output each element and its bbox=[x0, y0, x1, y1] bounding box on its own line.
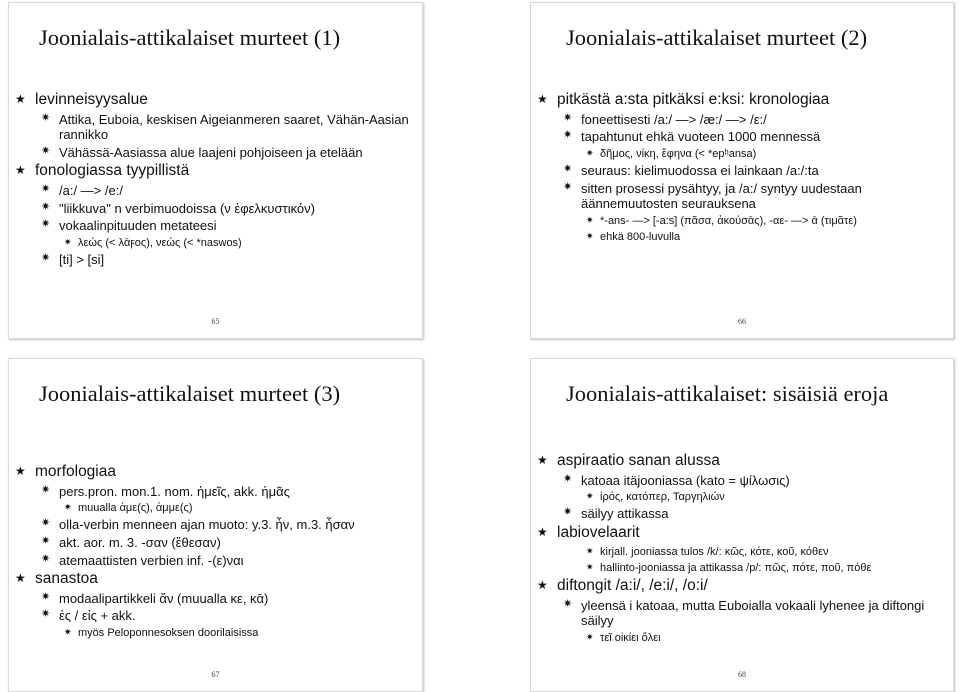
bullet-item-level-3 bbox=[64, 237, 422, 250]
bullet-text: tapahtunut ehkä vuoteen 1000 mennessä bbox=[581, 129, 821, 145]
bullet-item-level-3 bbox=[586, 562, 953, 575]
bullet-item-level-2 bbox=[563, 598, 953, 629]
bullet-text: λεώς (< λᾱϝος), νεώς (< *naswos) bbox=[78, 236, 242, 249]
asterisk-bullet-icon: ✷ bbox=[41, 608, 51, 621]
bullet-text: katoaa itäjooniassa (kato = ψίλωσις) bbox=[581, 472, 790, 488]
star-bullet-icon: ★ bbox=[537, 577, 548, 592]
asterisk-bullet-icon: ✷ bbox=[563, 597, 573, 610]
asterisk-bullet-icon: ✷ bbox=[586, 545, 594, 556]
asterisk-bullet-icon: ✷ bbox=[563, 506, 573, 519]
bullet-item-level-1 bbox=[15, 91, 422, 110]
bullet-text: kirjall. jooniassa tulos /k/: κῶς, κότε, κοῦ, κόθεν bbox=[600, 545, 829, 558]
bullet-text: /a:/ —> /e:/ bbox=[59, 182, 123, 198]
bullet-item-level-2 bbox=[563, 129, 953, 145]
slide-4 bbox=[530, 358, 954, 692]
bullet-text: ehkä 800-luvulla bbox=[600, 230, 681, 243]
bullet-item-level-2 bbox=[41, 218, 422, 234]
asterisk-bullet-icon: ✷ bbox=[586, 491, 594, 502]
asterisk-bullet-icon: ✷ bbox=[586, 561, 594, 572]
bullet-text: sitten prosessi pysähtyy, ja /a:/ syntyy uudestaan äännemuutosten seurauksena bbox=[581, 180, 862, 212]
bullet-item-level-3 bbox=[64, 502, 422, 515]
bullet-item-level-2 bbox=[41, 517, 422, 533]
bullet-item-level-2 bbox=[41, 145, 422, 161]
bullet-text: modaalipartikkeli ἄν (muualla κε, κᾱ) bbox=[59, 590, 269, 606]
asterisk-bullet-icon: ✷ bbox=[586, 147, 594, 158]
asterisk-bullet-icon: ✷ bbox=[41, 483, 51, 496]
bullet-text: myös Peloponnesoksen doorilaisissa bbox=[78, 626, 259, 639]
page-number: 67 bbox=[211, 670, 220, 679]
asterisk-bullet-icon: ✷ bbox=[563, 162, 573, 175]
slide-body bbox=[9, 89, 422, 268]
asterisk-bullet-icon: ✷ bbox=[586, 214, 594, 225]
bullet-text: akt. aor. m. 3. -σαν (ἔθεσαν) bbox=[59, 534, 221, 550]
asterisk-bullet-icon: ✷ bbox=[41, 534, 51, 547]
bullet-item-level-1 bbox=[537, 577, 953, 596]
bullet-item-level-1 bbox=[15, 162, 422, 181]
bullet-text: Vähässä-Aasiassa alue laajeni pohjoiseen ja etelään bbox=[59, 144, 363, 160]
star-bullet-icon: ★ bbox=[15, 163, 26, 178]
page-number: 65 bbox=[211, 317, 220, 326]
slide-body bbox=[531, 89, 953, 244]
slide-body bbox=[531, 450, 953, 645]
bullet-item-level-3 bbox=[586, 546, 953, 559]
bullet-text: sanastoa bbox=[35, 570, 98, 588]
bullet-item-level-3 bbox=[586, 231, 953, 244]
asterisk-bullet-icon: ✷ bbox=[563, 472, 573, 485]
asterisk-bullet-icon: ✷ bbox=[41, 200, 51, 213]
asterisk-bullet-icon: ✷ bbox=[64, 236, 72, 247]
bullet-item-level-2 bbox=[563, 473, 953, 489]
star-bullet-icon: ★ bbox=[15, 464, 26, 478]
slide-title: Joonialais-attikalaiset murteet (3) bbox=[39, 381, 341, 406]
bullet-text: aspiraatio sanan alussa bbox=[557, 452, 720, 469]
bullet-text: pitkästä a:sta pitkäksi e:ksi: kronologiaa bbox=[557, 91, 830, 108]
slide-title: Joonialais-attikalaiset murteet (1) bbox=[39, 25, 341, 50]
asterisk-bullet-icon: ✷ bbox=[586, 230, 594, 241]
asterisk-bullet-icon: ✷ bbox=[586, 631, 594, 642]
bullet-item-level-2 bbox=[41, 183, 422, 199]
bullet-item-level-1 bbox=[15, 570, 422, 589]
bullet-item-level-2 bbox=[563, 181, 953, 212]
bullet-text: vokaalinpituuden metateesi bbox=[59, 218, 217, 234]
asterisk-bullet-icon: ✷ bbox=[64, 502, 72, 513]
asterisk-bullet-icon: ✷ bbox=[41, 182, 51, 195]
star-bullet-icon: ★ bbox=[537, 524, 548, 539]
page-number: 66 bbox=[738, 317, 746, 326]
bullet-text: ἰρός, κατόπερ, Ταργηλιών bbox=[600, 491, 725, 504]
slide-3 bbox=[8, 358, 423, 692]
asterisk-bullet-icon: ✷ bbox=[41, 517, 51, 530]
bullet-text: labiovelaarit bbox=[557, 523, 640, 541]
bullet-text: yleensä i katoaa, mutta Euboialla vokaali lyhenee ja diftongi säilyy bbox=[581, 597, 925, 629]
asterisk-bullet-icon: ✷ bbox=[41, 552, 51, 565]
bullet-item-level-3 bbox=[586, 215, 953, 228]
asterisk-bullet-icon: ✷ bbox=[64, 626, 72, 637]
asterisk-bullet-icon: ✷ bbox=[563, 180, 573, 193]
star-bullet-icon: ★ bbox=[537, 92, 548, 106]
bullet-item-level-2 bbox=[563, 163, 953, 179]
bullet-text: fonologiassa tyypillistä bbox=[35, 162, 190, 180]
bullet-text: τεῖ οἰκίει ὄλει bbox=[600, 631, 661, 644]
bullet-text: seuraus: kielimuodossa ei lainkaan /a:/:ta bbox=[581, 162, 819, 178]
bullet-item-level-2 bbox=[563, 112, 953, 128]
asterisk-bullet-icon: ✷ bbox=[41, 111, 51, 124]
bullet-item-level-2 bbox=[41, 553, 422, 569]
bullet-text: foneettisesti /a:/ —> /æ:/ —> /ε:/ bbox=[581, 111, 767, 127]
bullet-text: "liikkuva" n verbimuodoissa (ν ἐφελκυστικόν) bbox=[59, 200, 315, 216]
slide-1 bbox=[8, 2, 423, 339]
bullet-text: levinneisyysalue bbox=[35, 91, 148, 108]
asterisk-bullet-icon: ✷ bbox=[41, 218, 51, 231]
bullet-text: *-ans- —> [-a:s] (πᾶσα, ἀκούσᾱς), -αε- —> ᾱ (τιμᾶτε) bbox=[600, 214, 857, 227]
bullet-item-level-2 bbox=[563, 506, 953, 522]
bullet-item-level-2 bbox=[41, 112, 422, 143]
bullet-item-level-2 bbox=[41, 608, 422, 624]
bullet-item-level-2 bbox=[41, 591, 422, 607]
asterisk-bullet-icon: ✷ bbox=[41, 251, 51, 264]
bullet-text: Attika, Euboia, keskisen Aigeianmeren saaret, Vähän-Aasian rannikko bbox=[59, 111, 409, 143]
bullet-text: δῆμος, νίκη, ἔφηνα (< *epʰansa) bbox=[600, 147, 757, 160]
star-bullet-icon: ★ bbox=[15, 571, 26, 586]
asterisk-bullet-icon: ✷ bbox=[41, 144, 51, 157]
page-number: 68 bbox=[738, 670, 746, 679]
bullet-text: ἐς / εἰς + akk. bbox=[59, 608, 136, 624]
bullet-item-level-3 bbox=[64, 627, 422, 640]
bullet-text: pers.pron. mon.1. nom. ἡμεῖς, akk. ἡμᾶς bbox=[59, 483, 290, 499]
bullet-item-level-2 bbox=[41, 201, 422, 217]
bullet-item-level-1 bbox=[537, 524, 953, 543]
slide-2 bbox=[530, 2, 954, 339]
bullet-item-level-1 bbox=[537, 452, 953, 471]
bullet-text: [ti] > [si] bbox=[59, 251, 105, 267]
bullet-text: olla-verbin menneen ajan muoto: y.3. ἦν, m.3. ἦσαν bbox=[59, 517, 355, 533]
slide-title: Joonialais-attikalaiset murteet (2) bbox=[566, 25, 868, 50]
asterisk-bullet-icon: ✷ bbox=[563, 111, 573, 124]
bullet-text: diftongit /a:i/, /e:i/, /o:i/ bbox=[557, 576, 708, 594]
bullet-text: hallinto-jooniassa ja attikassa /p/: πῶς, πότε, ποῦ, πόθε bbox=[600, 561, 872, 574]
bullet-item-level-2 bbox=[41, 535, 422, 551]
bullet-item-level-3 bbox=[586, 148, 953, 161]
bullet-item-level-2 bbox=[41, 252, 422, 268]
asterisk-bullet-icon: ✷ bbox=[41, 590, 51, 603]
bullet-text: muualla ἀμε(ς), ἀμμε(ς) bbox=[78, 502, 193, 515]
bullet-text: atemaattisten verbien inf. -(ε)ναι bbox=[59, 552, 244, 568]
bullet-item-level-2 bbox=[41, 484, 422, 500]
bullet-item-level-3 bbox=[586, 491, 953, 504]
slide-title: Joonialais-attikalaiset: sisäisiä eroja bbox=[566, 381, 889, 406]
star-bullet-icon: ★ bbox=[537, 453, 548, 467]
star-bullet-icon: ★ bbox=[15, 92, 26, 106]
bullet-item-level-3 bbox=[586, 632, 953, 645]
asterisk-bullet-icon: ✷ bbox=[563, 129, 573, 142]
bullet-item-level-1 bbox=[537, 91, 953, 110]
slide-body bbox=[9, 461, 422, 640]
bullet-item-level-1 bbox=[15, 463, 422, 482]
bullet-text: säilyy attikassa bbox=[581, 506, 669, 522]
bullet-text: morfologiaa bbox=[35, 463, 116, 480]
